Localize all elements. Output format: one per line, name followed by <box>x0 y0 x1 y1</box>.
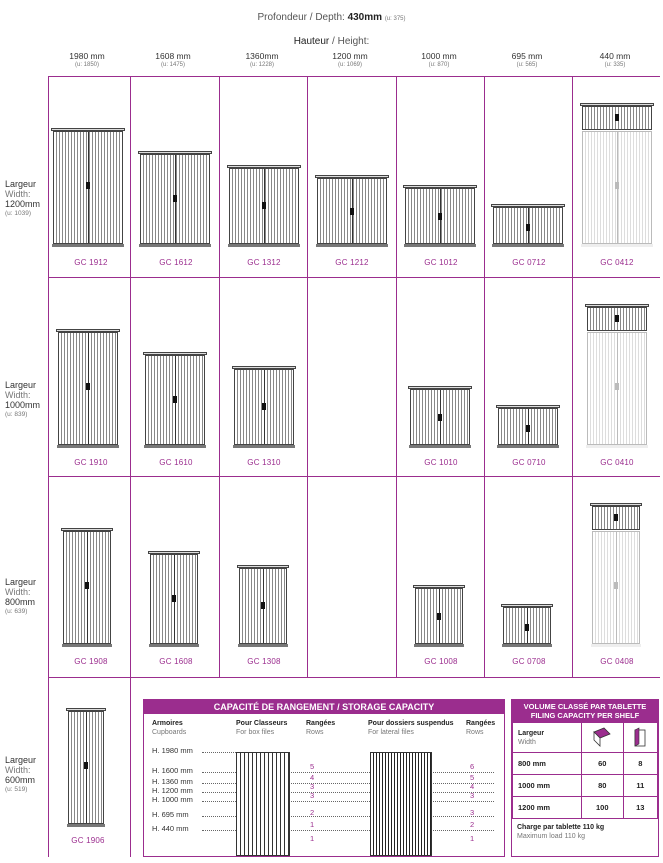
lateral-rows-value: 1 <box>470 834 475 843</box>
cabinet-image <box>587 332 647 445</box>
grid-line <box>484 76 485 677</box>
grid-line <box>48 677 660 678</box>
lateral-rows-value: 2 <box>470 820 475 829</box>
th-en: Rows <box>466 729 484 736</box>
grid-line <box>130 677 131 857</box>
depth-value: 430mm <box>347 12 383 23</box>
row-l2: Width: <box>5 587 31 597</box>
box-rows-value: 4 <box>310 773 315 782</box>
model-code: GC 1910 <box>74 458 108 467</box>
filing-width: 1000 mm <box>513 775 582 797</box>
col-head-440 <box>572 52 658 70</box>
height-row: H. 1200 mm <box>152 786 193 795</box>
box-files-illustration <box>236 752 290 856</box>
grid-line <box>48 277 660 278</box>
cabinet-image <box>582 131 652 244</box>
th-en: Rows <box>306 729 324 736</box>
row-label-1000 <box>5 380 40 420</box>
model-code: GC 1212 <box>335 258 369 267</box>
filing-title-en: FILING CAPACITY PER SHELF <box>530 711 640 720</box>
height-sep: / Height: <box>329 36 370 47</box>
col-mm: 440 mm <box>599 51 631 61</box>
row-l1: Largeur <box>5 380 37 390</box>
col-u: (u: 1475) <box>160 62 185 68</box>
model-code: GC 0712 <box>512 258 546 267</box>
col-rows-2 <box>466 719 495 737</box>
row-l3: 800mm <box>5 597 36 607</box>
model-code: GC 0408 <box>600 657 634 666</box>
col-head-1000 <box>396 52 482 70</box>
model-code: GC 0410 <box>600 458 634 467</box>
model-code: GC 1912 <box>74 258 108 267</box>
storage-title-fr: CAPACITÉ DE RANGEMENT <box>213 702 335 712</box>
model-code: GC 1610 <box>159 458 193 467</box>
storage-capacity-title <box>144 700 504 714</box>
row-l2: Width: <box>5 390 31 400</box>
col-rows <box>306 719 335 737</box>
row-l3: 1200mm <box>5 199 41 209</box>
height-row: H. 1980 mm <box>152 746 193 755</box>
cabinet-image <box>63 531 111 644</box>
filing-lateral-value: 11 <box>623 775 657 797</box>
binder-icon-cell <box>581 723 623 753</box>
col-u: (u: 335) <box>604 62 626 68</box>
col-mm: 1980 mm <box>69 51 105 61</box>
col-mm: 1608 mm <box>155 51 191 61</box>
row-l1: Largeur <box>5 755 37 765</box>
row-l3: 600mm <box>5 775 36 785</box>
height-row: H. 1000 mm <box>152 795 193 804</box>
cabinet-image <box>498 408 558 445</box>
row-label-600 <box>5 755 36 795</box>
grid-line <box>219 76 220 677</box>
filing-capacity-table <box>512 722 658 819</box>
lateral-rows-value: 6 <box>470 762 475 771</box>
th-fr: Pour Classeurs <box>236 720 288 727</box>
cabinet-image <box>239 568 287 644</box>
cabinet-image <box>229 168 299 244</box>
filing-lateral-value: 8 <box>623 753 657 775</box>
row-l1: Largeur <box>5 577 37 587</box>
cabinet-image <box>493 207 563 244</box>
box-rows-value: 1 <box>310 820 315 829</box>
col-cupboards <box>152 719 186 737</box>
col-u: (u: 870) <box>428 62 450 68</box>
row-u: (u: 639) <box>5 608 28 615</box>
filing-lateral-value: 13 <box>623 797 657 819</box>
model-code: GC 0710 <box>512 458 546 467</box>
col-u: (u: 1069) <box>337 62 362 68</box>
model-code: GC 1612 <box>159 258 193 267</box>
lateral-rows-value: 3 <box>470 808 475 817</box>
hanging-folder-icon <box>631 726 649 748</box>
grid-line <box>48 476 660 477</box>
cabinet-image <box>317 178 387 244</box>
max-load-fr: Charge par tablette 110 kg <box>517 824 605 831</box>
cabinet-image <box>53 131 123 244</box>
th-en: Cupboards <box>152 729 187 736</box>
model-code: GC 0412 <box>600 258 634 267</box>
col-head-1200 <box>307 52 393 70</box>
cabinet-image <box>415 588 463 644</box>
model-code: GC 1012 <box>424 258 458 267</box>
cabinet-image <box>410 389 470 445</box>
box-rows-value: 3 <box>310 791 315 800</box>
row-u: (u: 1039) <box>5 210 32 217</box>
model-code: GC 1010 <box>424 458 458 467</box>
row-l3: 1000mm <box>5 400 41 410</box>
grid-line <box>572 76 573 677</box>
height-row: H. 695 mm <box>152 810 189 819</box>
lateral-rows-value: 3 <box>470 791 475 800</box>
box-rows-value: 1 <box>310 834 315 843</box>
col-mm: 1000 mm <box>421 51 457 61</box>
row-label-800 <box>5 577 36 617</box>
col-mm: 1200 mm <box>332 51 368 61</box>
depth-label: Profondeur <box>257 12 307 23</box>
col-mm: 1360mm <box>245 51 279 61</box>
max-load-en: Maximum load 110 kg <box>517 833 585 840</box>
grid-line <box>307 76 308 677</box>
filing-box-value: 60 <box>581 753 623 775</box>
max-load-note <box>512 819 658 845</box>
filing-width: 800 mm <box>513 753 582 775</box>
storage-capacity-panel <box>143 699 505 857</box>
model-code: GC 0708 <box>512 657 546 666</box>
cabinet-image <box>234 369 294 445</box>
depth-heading <box>0 12 663 23</box>
row-label-1200 <box>5 179 40 219</box>
filing-width-header <box>513 723 582 753</box>
lateral-rows-value: 5 <box>470 773 475 782</box>
th-en: For box files <box>236 729 275 736</box>
height-row: H. 1600 mm <box>152 766 193 775</box>
height-heading <box>0 36 663 47</box>
col-head-1980 <box>44 52 130 70</box>
cabinet-image <box>503 607 551 644</box>
box-rows-value: 5 <box>310 762 315 771</box>
row-l2: Width: <box>5 189 31 199</box>
col-head-1360 <box>219 52 305 70</box>
cabinet-image <box>145 355 205 445</box>
cabinet-top-unit-image <box>592 506 640 530</box>
leader-line <box>202 752 236 753</box>
th-en: For lateral files <box>368 729 414 736</box>
box-rows-value: 3 <box>310 782 315 791</box>
model-code: GC 1008 <box>424 657 458 666</box>
col-u: (u: 1850) <box>74 62 99 68</box>
box-rows-value: 2 <box>310 808 315 817</box>
cabinet-image <box>150 554 198 644</box>
grid-line <box>130 76 131 677</box>
th-fr: Armoires <box>152 720 183 727</box>
grid-line <box>396 76 397 677</box>
filing-capacity-panel <box>511 699 659 857</box>
cabinet-top-unit-image <box>587 307 647 331</box>
filing-capacity-title <box>512 700 658 722</box>
row-u: (u: 839) <box>5 411 28 418</box>
row-l1: Largeur <box>5 179 37 189</box>
row-l2: Width: <box>5 765 31 775</box>
col-box-files <box>236 719 287 737</box>
binder-icon <box>591 726 613 748</box>
height-row: H. 1360 mm <box>152 777 193 786</box>
col-head-695 <box>484 52 570 70</box>
filing-width: 1200 mm <box>513 797 582 819</box>
filing-box-value: 80 <box>581 775 623 797</box>
model-code: GC 1906 <box>71 836 105 845</box>
cabinet-image <box>58 332 118 445</box>
lateral-files-illustration <box>370 752 432 856</box>
col-lateral-files <box>368 719 454 737</box>
cabinet-image <box>140 154 210 244</box>
cabinet-image <box>592 531 640 644</box>
cabinet-top-unit-image <box>582 106 652 130</box>
th-en: Width <box>518 738 536 746</box>
th-fr: Pour dossiers suspendus <box>368 720 454 727</box>
model-code: GC 1608 <box>159 657 193 666</box>
th-fr: Rangées <box>306 720 336 727</box>
model-code: GC 1308 <box>247 657 281 666</box>
th-fr: Rangées <box>466 720 496 727</box>
lateral-rows-value: 4 <box>470 782 475 791</box>
storage-title-en: / STORAGE CAPACITY <box>334 702 435 712</box>
col-u: (u: 1228) <box>249 62 274 68</box>
col-head-1608 <box>130 52 216 70</box>
cabinet-image <box>68 711 104 824</box>
col-mm: 695 mm <box>511 51 543 61</box>
grid-line <box>48 76 660 77</box>
filing-title-fr: VOLUME CLASSÉ PAR TABLETTE <box>523 702 647 711</box>
cabinet-image <box>405 188 475 244</box>
depth-sep: / Depth: <box>306 12 348 23</box>
depth-u: (u: 375) <box>384 16 406 22</box>
model-code: GC 1310 <box>247 458 281 467</box>
model-code: GC 1312 <box>247 258 281 267</box>
filing-box-value: 100 <box>581 797 623 819</box>
col-u: (u: 565) <box>516 62 538 68</box>
height-label: Hauteur <box>293 36 330 47</box>
model-code: GC 1908 <box>74 657 108 666</box>
height-row: H. 440 mm <box>152 824 189 833</box>
folder-icon-cell <box>623 723 657 753</box>
th-fr: Largeur <box>518 729 545 737</box>
row-u: (u: 519) <box>5 786 28 793</box>
